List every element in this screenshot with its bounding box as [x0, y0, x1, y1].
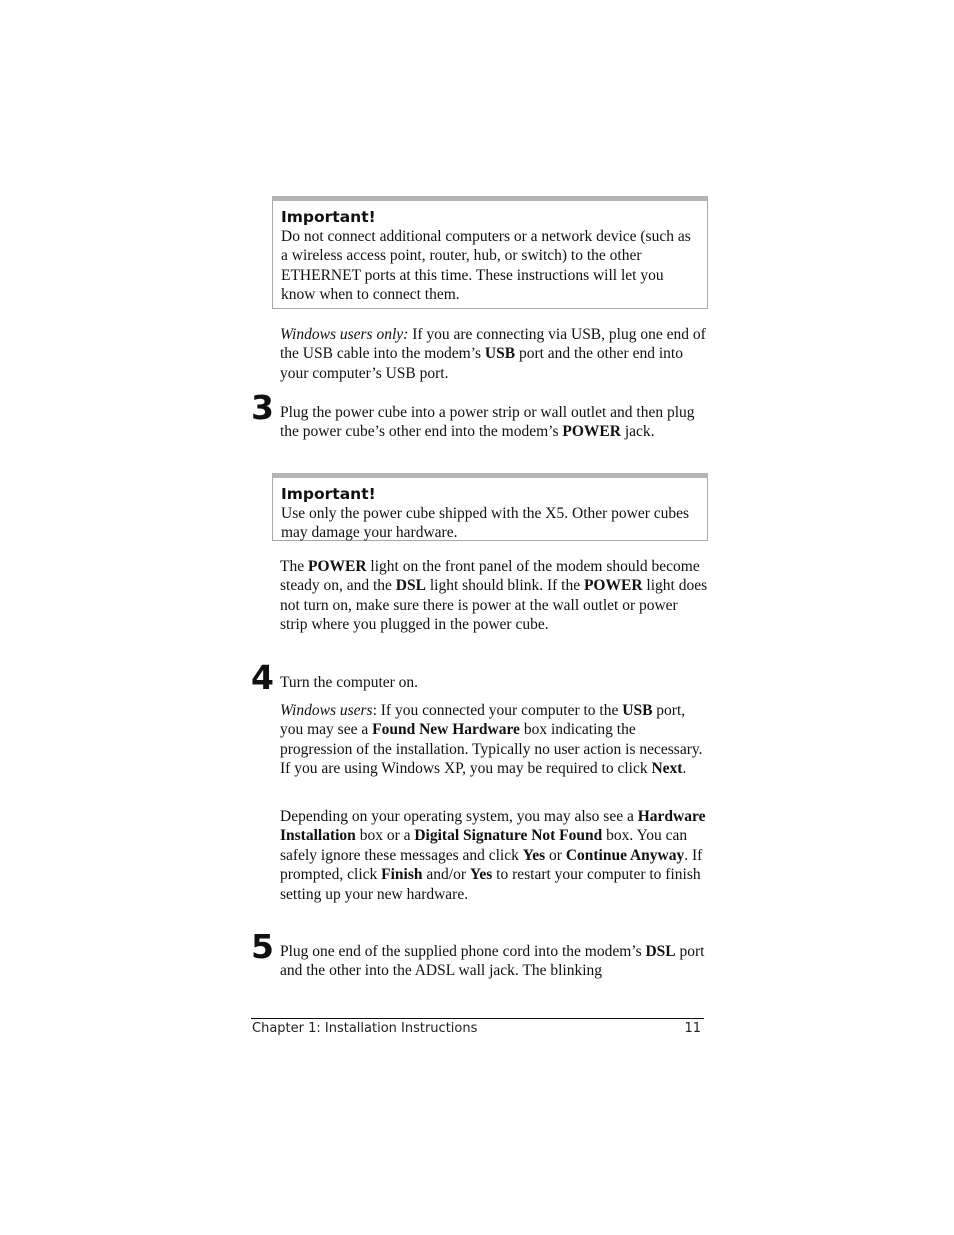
- os-note-text-4: or: [545, 846, 566, 864]
- os-note-bold-yes: Yes: [522, 846, 546, 864]
- windows-users-paragraph: [280, 701, 708, 779]
- windows-note-bold-found-new-hardware: Found New Hardware: [372, 721, 520, 739]
- os-note-text-2: box or a: [355, 827, 415, 845]
- power-note-bold-power: POWER: [307, 558, 367, 575]
- step-5-text-1: Plug one end of the supplied phone cord into the modem’s: [280, 943, 646, 960]
- windows-note-bold-usb: USB: [622, 702, 653, 719]
- callout-body: Use only the power cube shipped with the X5. Other power cubes may damage your hardware.: [281, 505, 690, 542]
- os-note-text-6: and/or: [422, 866, 470, 884]
- power-note-text-3: light should blink. If the: [425, 577, 584, 595]
- step-number-3: 3: [251, 388, 274, 427]
- footer-divider: [251, 1018, 704, 1019]
- power-note-text-1: The: [280, 558, 308, 575]
- usb-note-bold-usb: USB: [484, 345, 516, 363]
- windows-note-lead: Windows users: [280, 702, 373, 719]
- power-note-text-2: light on the front panel of the modem should become steady on, and the: [280, 558, 700, 595]
- power-light-paragraph: [280, 557, 708, 635]
- callout-body: Do not connect additional computers or a network device (such as a wireless access point, router, hub, or switch) to the other ETHERNET ports at this time. These instructions will let you know when to connect them.: [281, 228, 691, 304]
- usb-note-lead: Windows users only:: [280, 326, 409, 343]
- important-callout: [272, 196, 708, 309]
- step-3-bold-power: POWER: [562, 423, 621, 441]
- important-callout: [272, 473, 708, 541]
- operating-system-paragraph: [280, 807, 708, 904]
- callout-title: Important!: [281, 208, 376, 226]
- os-note-text-5: . If prompted, click: [280, 846, 703, 884]
- usb-note-text-2: port and the other end into your computer’s USB port.: [280, 345, 683, 382]
- os-note-text-3: box. You can safely ignore these messages and click: [280, 827, 688, 864]
- usb-note-text-1: If you are connecting via USB, plug one end of the USB cable into the modem’s: [280, 326, 706, 363]
- os-note-bold-hardware-installation: Hardware Installation: [280, 808, 706, 845]
- os-note-text-1: Depending on your operating system, you may also see a: [280, 808, 638, 825]
- step-3-paragraph: [280, 403, 708, 442]
- windows-note-text-3: box indicating the progression of the installation. Typically no user action is necessary. If you are using Windows XP, you may be required to click: [280, 721, 703, 778]
- os-note-bold-digital-signature: Digital Signature Not Found: [414, 827, 603, 845]
- callout-title: Important!: [281, 485, 376, 503]
- windows-note-text-4: .: [682, 760, 687, 778]
- usb-note-paragraph: [280, 325, 708, 383]
- power-note-text-4: light does not turn on, make sure there is power at the wall outlet or power strip where you plugged in the power cube.: [280, 577, 708, 634]
- windows-note-text-1: : If you connected your computer to the: [372, 702, 623, 719]
- step-5-paragraph: [280, 942, 708, 981]
- os-note-bold-yes-2: Yes: [469, 866, 493, 884]
- step-5-bold-dsl: DSL: [645, 943, 676, 960]
- power-note-bold-dsl: DSL: [395, 577, 426, 595]
- os-note-bold-continue-anyway: Continue Anyway: [565, 846, 685, 864]
- windows-note-bold-next: Next: [651, 760, 683, 778]
- footer-chapter-title: Chapter 1: Installation Instructions: [252, 1021, 478, 1036]
- step-3-text-1: Plug the power cube into a power strip or wall outlet and then plug the power cube’s other end into the modem’s: [280, 404, 695, 441]
- step-number-4: 4: [251, 658, 274, 697]
- step-4-paragraph: Turn the computer on.: [280, 674, 419, 691]
- power-note-bold-power-2: POWER: [583, 577, 643, 595]
- os-note-text-7: to restart your computer to finish setting up your new hardware.: [280, 866, 701, 903]
- step-5-text-2: port and the other into the ADSL wall jack. The blinking: [280, 943, 705, 980]
- windows-note-text-2: port, you may see a: [280, 702, 686, 739]
- step-3-text-2: jack.: [620, 423, 655, 441]
- footer-page-number: 11: [684, 1021, 701, 1036]
- os-note-bold-finish: Finish: [381, 866, 423, 884]
- step-number-5: 5: [251, 927, 274, 966]
